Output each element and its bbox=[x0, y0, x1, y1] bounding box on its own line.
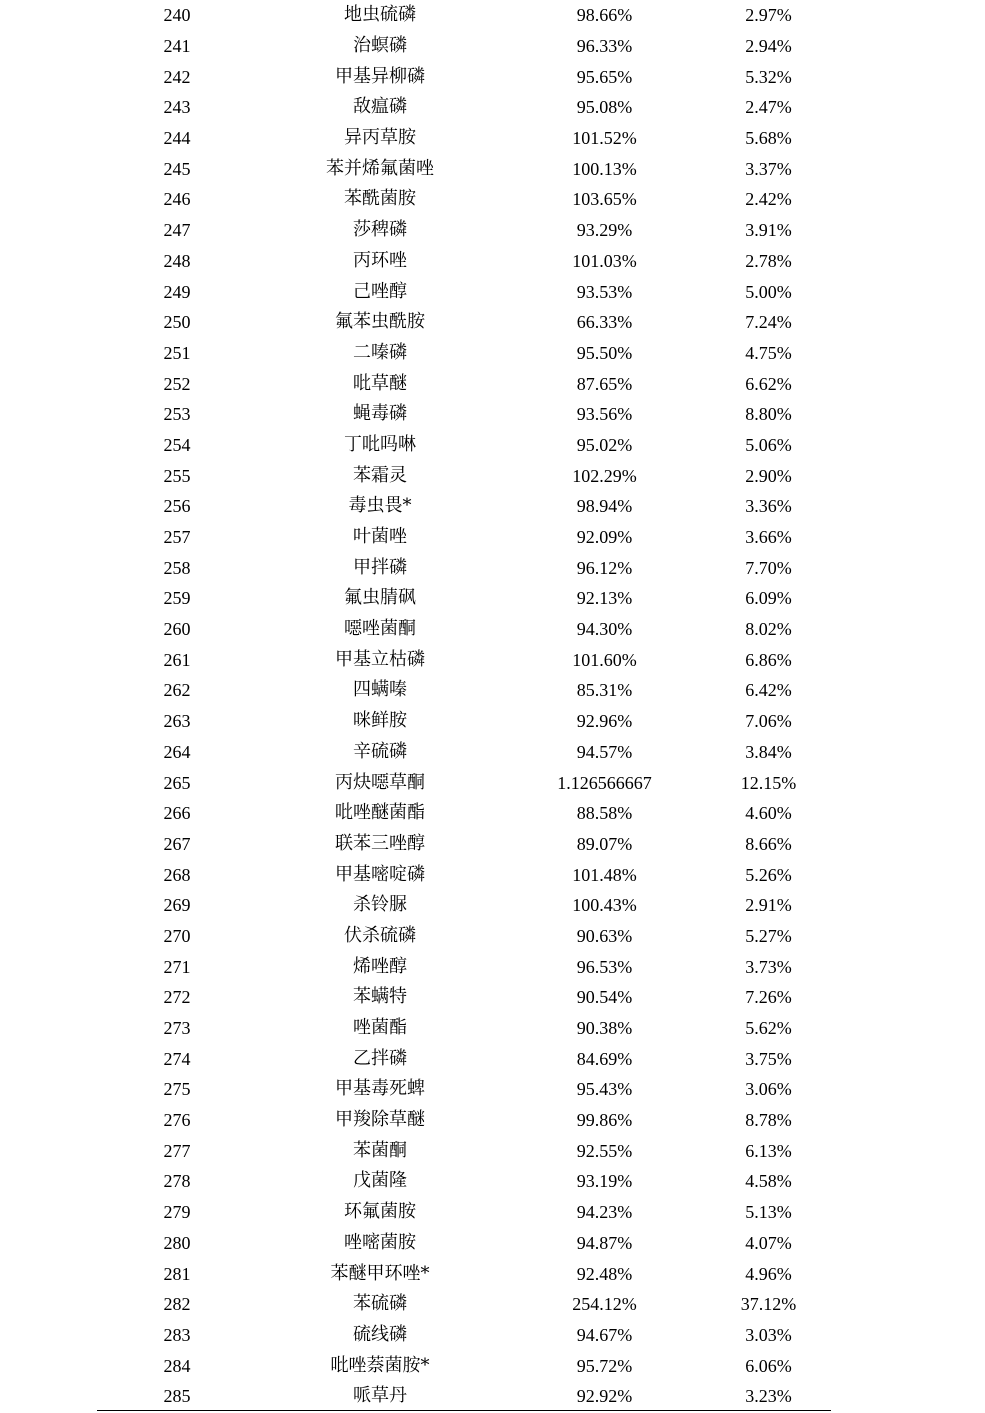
table-row bbox=[97, 31, 831, 62]
rsd-value: 7.26% bbox=[745, 987, 792, 1008]
compound-name: 二嗪磷 bbox=[353, 341, 407, 363]
compound-name: 丙环唑 bbox=[353, 249, 407, 271]
table-bottom-rule bbox=[97, 1410, 831, 1411]
row-number: 268 bbox=[163, 864, 191, 885]
compound-name: 苯并烯氟菌唑 bbox=[326, 157, 434, 179]
rsd-value: 3.23% bbox=[745, 1386, 792, 1407]
recovery-value: 84.69% bbox=[576, 1048, 633, 1069]
recovery-value: 95.72% bbox=[576, 1355, 633, 1376]
compound-name: 苯霜灵 bbox=[353, 464, 407, 486]
compound-name: 吡唑萘菌胺* bbox=[330, 1354, 430, 1376]
rsd-value: 4.07% bbox=[745, 1232, 792, 1253]
compound-name: 甲拌磷 bbox=[353, 556, 407, 578]
rsd-value: 3.06% bbox=[745, 1079, 792, 1100]
row-number: 281 bbox=[163, 1263, 191, 1284]
rsd-value: 37.12% bbox=[740, 1294, 797, 1315]
recovery-value: 95.02% bbox=[576, 434, 633, 455]
recovery-value: 90.38% bbox=[576, 1018, 633, 1039]
rsd-value: 5.26% bbox=[745, 864, 792, 885]
row-number: 261 bbox=[163, 649, 191, 670]
recovery-value: 96.12% bbox=[576, 557, 633, 578]
rsd-value: 2.42% bbox=[745, 189, 792, 210]
rsd-value: 6.86% bbox=[745, 649, 792, 670]
compound-name: 辛硫磷 bbox=[353, 740, 407, 762]
table-row bbox=[97, 1197, 831, 1228]
row-number: 246 bbox=[163, 189, 191, 210]
table-row bbox=[97, 829, 831, 860]
row-number: 275 bbox=[163, 1079, 191, 1100]
recovery-value: 94.30% bbox=[576, 619, 633, 640]
results-table bbox=[97, 0, 831, 1412]
table-row bbox=[97, 276, 831, 307]
compound-name: 叶菌唑 bbox=[353, 526, 407, 548]
row-number: 241 bbox=[163, 36, 191, 57]
row-number: 266 bbox=[163, 803, 191, 824]
rsd-value: 2.94% bbox=[745, 36, 792, 57]
table-row bbox=[97, 430, 831, 461]
rsd-value: 4.96% bbox=[745, 1263, 792, 1284]
recovery-value: 93.53% bbox=[576, 281, 633, 302]
table-row bbox=[97, 798, 831, 829]
rsd-value: 5.62% bbox=[745, 1018, 792, 1039]
table-row bbox=[97, 1381, 831, 1412]
row-number: 258 bbox=[163, 557, 191, 578]
rsd-value: 3.75% bbox=[745, 1048, 792, 1069]
rsd-value: 3.36% bbox=[745, 496, 792, 517]
table-row bbox=[97, 399, 831, 430]
recovery-value: 92.09% bbox=[576, 527, 633, 548]
table-row bbox=[97, 460, 831, 491]
recovery-value: 95.65% bbox=[576, 66, 633, 87]
table-row bbox=[97, 61, 831, 92]
rsd-value: 3.84% bbox=[745, 741, 792, 762]
table-row bbox=[97, 1074, 831, 1105]
recovery-value: 95.08% bbox=[576, 97, 633, 118]
compound-name: 联苯三唑醇 bbox=[335, 832, 425, 854]
row-number: 262 bbox=[163, 680, 191, 701]
table-row bbox=[97, 1258, 831, 1289]
rsd-value: 5.06% bbox=[745, 434, 792, 455]
table-row bbox=[97, 215, 831, 246]
rsd-value: 7.06% bbox=[745, 711, 792, 732]
row-number: 247 bbox=[163, 220, 191, 241]
recovery-value: 103.65% bbox=[572, 189, 637, 210]
row-number: 279 bbox=[163, 1202, 191, 1223]
row-number: 273 bbox=[163, 1018, 191, 1039]
table-row bbox=[97, 675, 831, 706]
row-number: 253 bbox=[163, 404, 191, 425]
table-row bbox=[97, 0, 831, 31]
row-number: 274 bbox=[163, 1048, 191, 1069]
recovery-value: 101.48% bbox=[572, 864, 637, 885]
rsd-value: 12.15% bbox=[740, 772, 797, 793]
table-row bbox=[97, 1105, 831, 1136]
recovery-value: 98.94% bbox=[576, 496, 633, 517]
compound-name: 吡唑醚菌酯 bbox=[335, 802, 425, 824]
rsd-value: 4.75% bbox=[745, 342, 792, 363]
compound-name: 硫线磷 bbox=[353, 1323, 407, 1345]
recovery-value: 92.96% bbox=[576, 711, 633, 732]
recovery-value: 94.67% bbox=[576, 1324, 633, 1345]
compound-name: 咪鲜胺 bbox=[353, 710, 407, 732]
rsd-value: 2.47% bbox=[745, 97, 792, 118]
table-row bbox=[97, 951, 831, 982]
recovery-value: 96.53% bbox=[576, 956, 633, 977]
table-row bbox=[97, 1043, 831, 1074]
compound-name: 烯唑醇 bbox=[353, 955, 407, 977]
compound-name: 甲基异柳磷 bbox=[335, 65, 425, 87]
rsd-value: 6.09% bbox=[745, 588, 792, 609]
row-number: 257 bbox=[163, 527, 191, 548]
rsd-value: 3.73% bbox=[745, 956, 792, 977]
row-number: 263 bbox=[163, 711, 191, 732]
compound-name: 四螨嗪 bbox=[353, 679, 407, 701]
compound-name: 哌草丹 bbox=[353, 1385, 407, 1407]
table-row bbox=[97, 123, 831, 154]
rsd-value: 8.80% bbox=[745, 404, 792, 425]
row-number: 285 bbox=[163, 1386, 191, 1407]
table-row bbox=[97, 1228, 831, 1259]
rsd-value: 2.78% bbox=[745, 250, 792, 271]
row-number: 271 bbox=[163, 956, 191, 977]
row-number: 240 bbox=[163, 5, 191, 26]
recovery-value: 92.48% bbox=[576, 1263, 633, 1284]
table-row bbox=[97, 1289, 831, 1320]
compound-name: 吡草醚 bbox=[353, 372, 407, 394]
row-number: 254 bbox=[163, 434, 191, 455]
table-row bbox=[97, 1135, 831, 1166]
row-number: 256 bbox=[163, 496, 191, 517]
compound-name: 戊菌隆 bbox=[353, 1170, 407, 1192]
compound-name: 治螟磷 bbox=[353, 35, 407, 57]
rsd-value: 8.02% bbox=[745, 619, 792, 640]
rsd-value: 2.97% bbox=[745, 5, 792, 26]
table-row bbox=[97, 890, 831, 921]
compound-name: 丙炔噁草酮 bbox=[335, 771, 425, 793]
recovery-value: 254.12% bbox=[572, 1294, 637, 1315]
compound-name: 莎稗磷 bbox=[353, 219, 407, 241]
table-row bbox=[97, 368, 831, 399]
table-row bbox=[97, 522, 831, 553]
compound-name: 唑菌酯 bbox=[353, 1017, 407, 1039]
compound-name: 蝇毒磷 bbox=[353, 403, 407, 425]
recovery-value: 95.50% bbox=[576, 342, 633, 363]
compound-name: 苯螨特 bbox=[353, 986, 407, 1008]
recovery-value: 94.57% bbox=[576, 741, 633, 762]
compound-name: 苯酰菌胺 bbox=[344, 188, 416, 210]
compound-name: 噁唑菌酮 bbox=[344, 618, 416, 640]
row-number: 265 bbox=[163, 772, 191, 793]
row-number: 269 bbox=[163, 895, 191, 916]
compound-name: 苯菌酮 bbox=[353, 1139, 407, 1161]
recovery-value: 89.07% bbox=[576, 833, 633, 854]
compound-name: 毒虫畏* bbox=[348, 495, 412, 517]
rsd-value: 5.27% bbox=[745, 925, 792, 946]
row-number: 272 bbox=[163, 987, 191, 1008]
row-number: 264 bbox=[163, 741, 191, 762]
recovery-value: 101.52% bbox=[572, 128, 637, 149]
row-number: 249 bbox=[163, 281, 191, 302]
rsd-value: 3.66% bbox=[745, 527, 792, 548]
row-number: 278 bbox=[163, 1171, 191, 1192]
compound-name: 丁吡吗啉 bbox=[344, 433, 416, 455]
recovery-value: 98.66% bbox=[576, 5, 633, 26]
rsd-value: 5.00% bbox=[745, 281, 792, 302]
rsd-value: 2.91% bbox=[745, 895, 792, 916]
recovery-value: 1.126566667 bbox=[557, 772, 652, 793]
compound-name: 氟苯虫酰胺 bbox=[335, 311, 425, 333]
rsd-value: 4.60% bbox=[745, 803, 792, 824]
compound-name: 氟虫腈砜 bbox=[344, 587, 416, 609]
rsd-value: 6.06% bbox=[745, 1355, 792, 1376]
table-row bbox=[97, 92, 831, 123]
row-number: 252 bbox=[163, 373, 191, 394]
compound-name: 乙拌磷 bbox=[353, 1047, 407, 1069]
table-row bbox=[97, 1013, 831, 1044]
rsd-value: 6.62% bbox=[745, 373, 792, 394]
recovery-value: 87.65% bbox=[576, 373, 633, 394]
recovery-value: 94.23% bbox=[576, 1202, 633, 1223]
compound-name: 甲基立枯磷 bbox=[335, 648, 425, 670]
table-row bbox=[97, 982, 831, 1013]
row-number: 255 bbox=[163, 465, 191, 486]
rsd-value: 6.13% bbox=[745, 1140, 792, 1161]
recovery-value: 93.56% bbox=[576, 404, 633, 425]
results-table-container bbox=[97, 0, 831, 1412]
table-row bbox=[97, 153, 831, 184]
recovery-value: 95.43% bbox=[576, 1079, 633, 1100]
recovery-value: 88.58% bbox=[576, 803, 633, 824]
table-row bbox=[97, 859, 831, 890]
recovery-value: 101.03% bbox=[572, 250, 637, 271]
compound-name: 甲基毒死蜱 bbox=[335, 1078, 425, 1100]
recovery-value: 92.55% bbox=[576, 1140, 633, 1161]
rsd-value: 8.66% bbox=[745, 833, 792, 854]
compound-name: 甲基嘧啶磷 bbox=[335, 863, 425, 885]
row-number: 250 bbox=[163, 312, 191, 333]
table-row bbox=[97, 307, 831, 338]
recovery-value: 94.87% bbox=[576, 1232, 633, 1253]
rsd-value: 3.91% bbox=[745, 220, 792, 241]
rsd-value: 3.03% bbox=[745, 1324, 792, 1345]
recovery-value: 90.63% bbox=[576, 925, 633, 946]
rsd-value: 4.58% bbox=[745, 1171, 792, 1192]
table-row bbox=[97, 921, 831, 952]
compound-name: 伏杀硫磷 bbox=[344, 924, 416, 946]
compound-name: 唑嘧菌胺 bbox=[344, 1231, 416, 1253]
recovery-value: 90.54% bbox=[576, 987, 633, 1008]
rsd-value: 3.37% bbox=[745, 158, 792, 179]
row-number: 243 bbox=[163, 97, 191, 118]
compound-name: 地虫硫磷 bbox=[344, 4, 416, 26]
row-number: 259 bbox=[163, 588, 191, 609]
row-number: 251 bbox=[163, 342, 191, 363]
recovery-value: 66.33% bbox=[576, 312, 633, 333]
compound-name: 异丙草胺 bbox=[344, 127, 416, 149]
row-number: 282 bbox=[163, 1294, 191, 1315]
rsd-value: 5.68% bbox=[745, 128, 792, 149]
row-number: 276 bbox=[163, 1110, 191, 1131]
recovery-value: 101.60% bbox=[572, 649, 637, 670]
table-row bbox=[97, 184, 831, 215]
table-row bbox=[97, 338, 831, 369]
rsd-value: 2.90% bbox=[745, 465, 792, 486]
table-row bbox=[97, 583, 831, 614]
table-row bbox=[97, 246, 831, 277]
recovery-value: 92.92% bbox=[576, 1386, 633, 1407]
rsd-value: 5.32% bbox=[745, 66, 792, 87]
table-row bbox=[97, 767, 831, 798]
recovery-value: 100.43% bbox=[572, 895, 637, 916]
row-number: 284 bbox=[163, 1355, 191, 1376]
compound-name: 敌瘟磷 bbox=[353, 96, 407, 118]
table-row bbox=[97, 552, 831, 583]
recovery-value: 102.29% bbox=[572, 465, 637, 486]
recovery-value: 96.33% bbox=[576, 36, 633, 57]
row-number: 245 bbox=[163, 158, 191, 179]
row-number: 283 bbox=[163, 1324, 191, 1345]
compound-name: 杀铃脲 bbox=[353, 894, 407, 916]
table-row bbox=[97, 491, 831, 522]
recovery-value: 93.29% bbox=[576, 220, 633, 241]
compound-name: 苯醚甲环唑* bbox=[330, 1262, 430, 1284]
row-number: 242 bbox=[163, 66, 191, 87]
table-row bbox=[97, 706, 831, 737]
row-number: 277 bbox=[163, 1140, 191, 1161]
rsd-value: 5.13% bbox=[745, 1202, 792, 1223]
row-number: 280 bbox=[163, 1232, 191, 1253]
compound-name: 甲羧除草醚 bbox=[335, 1109, 425, 1131]
row-number: 248 bbox=[163, 250, 191, 271]
recovery-value: 85.31% bbox=[576, 680, 633, 701]
rsd-value: 7.70% bbox=[745, 557, 792, 578]
compound-name: 苯硫磷 bbox=[353, 1293, 407, 1315]
recovery-value: 99.86% bbox=[576, 1110, 633, 1131]
results-table-body bbox=[97, 0, 831, 1412]
compound-name: 环氟菌胺 bbox=[344, 1201, 416, 1223]
recovery-value: 93.19% bbox=[576, 1171, 633, 1192]
row-number: 270 bbox=[163, 925, 191, 946]
table-row bbox=[97, 1320, 831, 1351]
row-number: 267 bbox=[163, 833, 191, 854]
rsd-value: 8.78% bbox=[745, 1110, 792, 1131]
row-number: 260 bbox=[163, 619, 191, 640]
table-row bbox=[97, 1350, 831, 1381]
table-row bbox=[97, 614, 831, 645]
rsd-value: 6.42% bbox=[745, 680, 792, 701]
table-row bbox=[97, 737, 831, 768]
row-number: 244 bbox=[163, 128, 191, 149]
recovery-value: 92.13% bbox=[576, 588, 633, 609]
table-row bbox=[97, 644, 831, 675]
recovery-value: 100.13% bbox=[572, 158, 637, 179]
rsd-value: 7.24% bbox=[745, 312, 792, 333]
compound-name: 己唑醇 bbox=[353, 280, 407, 302]
table-row bbox=[97, 1166, 831, 1197]
